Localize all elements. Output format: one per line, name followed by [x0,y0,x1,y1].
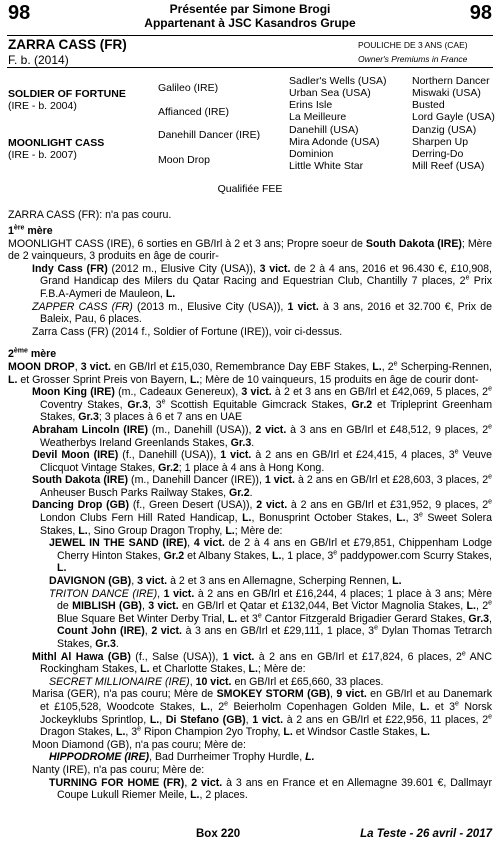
section-heading: 1ère mère [8,224,53,237]
pedigree-gen3: Erins Isle [289,99,333,111]
pedigree-gen4: Mill Reef (USA) [412,160,485,172]
produce-entry: Devil Moon (IRE) (f., Danehill (USA)), 1 vict. à 2 ans en GB/Irl et £24,415, 4 places, 3e Veuve Clicquot Vintage Stakes, Gr.2; 1 place à 4 ans à Hong Kong. [32,448,492,474]
pedigree-gen4: Lord Gayle (USA) [412,111,495,123]
pedigree-gen3: La Meilleure [289,111,347,123]
produce-entry: Nanty (IRE), n'a pas couru; Mère de: [32,763,205,776]
produce-entry: Mithl Al Hawa (GB) (f., Salse (USA)), 1 vict. à 2 ans en GB/Irl et £17,824, 6 places, 2e ANC Rockingham Stakes, L. et Charlotte Stakes, L.; Mère de: [32,650,492,676]
produce-entry: Moon Diamond (GB), n'a pas couru; Mère de: [32,738,246,751]
pedigree-gen4: Derring-Do [412,148,464,160]
pedigree-gen4: Busted [412,99,445,111]
owner-line: Appartenant à JSC Kasandros Grupe [144,16,356,30]
pedigree-gen3: Little White Star [289,160,364,172]
pedigree-gen4: Miswaki (USA) [412,87,481,99]
produce-record [8,225,492,802]
pedigree-gen3: Danehill (USA) [289,124,359,136]
pedigree-gen2: Galileo (IRE) [158,82,219,94]
lot-number-left: 98 [8,2,31,24]
header-divider [7,35,493,36]
pedigree-gen3: Dominion [289,148,334,160]
intro-line: ZARRA CASS (FR): n'a pas couru. [8,209,172,221]
grand-produce-entry: SECRET MILLIONAIRE (IRE), 10 vict. en GB/Irl et £65,660, 33 places. [49,675,384,688]
grand-produce-entry: TRITON DANCE (IRE), 1 vict. à 2 ans en GB/Irl et £16,244, 4 places; 1 place à 3 ans; Mère de MIBLISH (GB), 3 vict. en GB/Irl et Qatar et £132,044, Bet Victor Magnolia Stakes, L., 2e Blue Square Bet Winter Derby Trial, L. et 3e Cantor Fitzgerald Brigadier Gerard Stakes, Gr.3, Count John (IRE), 2 vict. à 3 ans en GB/Irl et £29,111, 1 place, 3e Dylan Thomas Tetrarch Stakes, Gr.3. [49,587,493,650]
pedigree-gen2: Danehill Dancer (IRE) [158,129,261,141]
dam-name: MOONLIGHT CASS [8,137,105,149]
grand-produce-entry: JEWEL IN THE SAND (IRE), 4 vict. de 2 à 4 ans en GB/Irl et £79,851, Chippenham Lodge Cherry Hinton Stakes, Gr.2 et Albany Stakes, L., 1 place, 3e paddypower.com Scurry Stakes, L. [49,537,493,575]
pedigree-gen3: Sadler's Wells (USA) [289,75,387,87]
qualification: Qualifiée FEE [217,183,283,195]
pedigree-gen3: Mira Adonde (USA) [289,136,380,148]
pedigree-gen2: Moon Drop [158,154,210,166]
lot-number-right: 98 [469,2,492,24]
produce-entry: Moon King (IRE) (m., Cadeaux Genereux), 3 vict. à 2 et 3 ans en GB/Irl et £42,069, 5 places, 2e Coventry Stakes, Gr.3, 3e Scottish Equitable Gimcrack Stakes, Gr.2 et Tripleprint Greenham Stakes, Gr.3; 3 places à 6 et 7 ans en UAE [32,385,493,424]
produce-entry: Dancing Drop (GB) (f., Green Desert (USA)), 2 vict. à 2 ans en GB/Irl et £31,952, 9 places, 2e London Clubs Fern Hill Rated Handicap, L., Bonusprint October Stakes, L., 3e Sweet Solera Stakes, L., Sino Group Dragon Trophy, L.; Mère de: [32,498,493,537]
pedigree-divider [7,67,493,68]
consignor-line: Présentée par Simone Brogi [169,2,331,16]
produce-entry: Zarra Cass (FR) (2014 f., Soldier of Fortune (IRE)), voir ci-dessus. [32,325,343,338]
box-number: Box 220 [196,828,241,840]
dam-info: (IRE - b. 2007) [8,149,77,161]
sire-name: SOLDIER OF FORTUNE [8,88,126,100]
sale-venue-date: La Teste - 26 avril - 2017 [360,828,492,840]
horse-category: POULICHE DE 3 ANS (CAE) [358,40,468,50]
grand-produce-entry: TURNING FOR HOME (FR), 2 vict. à 3 ans en France et en Allemagne 39.601 €, Dallmayr Coupe Lukull Riemer Meile, L., 2 places. [49,776,492,802]
pedigree-gen4: Danzig (USA) [412,124,477,136]
pedigree-gen4: Sharpen Up [412,136,469,148]
produce-entry: Marisa (GER), n'a pas couru; Mère de SMOKEY STORM (GB), 9 vict. en GB/Irl et au Danemark et £105,528, Woodcote Stakes, L., 2e Beierholm Copenhagen Golden Mile, L. et 3e Norsk Jockeyklubs Sprintlop, L., Di Stefano (GB), 1 vict. à 2 ans en GB/Irl et £22,956, 11 places, 2e Dragon Stakes, L., 3e Ripon Champion 2yo Trophy, L. et Windsor Castle Stakes, L. [32,688,492,739]
grand-produce-entry: HIPPODROME (IRE), Bad Durrheimer Trophy Hurdle, L. [49,751,315,764]
sire-info: (IRE - b. 2004) [8,100,77,112]
produce-entry: Indy Cass (FR) (2012 m., Elusive City (USA)), 3 vict. de 2 à 4 ans, 2016 et 96.430 €, £10,908, Grand Handicap des Milers du Qatar Racing and Equestrian Club, Chantilly 7 places, 2e Prix F.B.A-Aymeri de Mauleon, L. [32,262,493,300]
dam-summary: MOONLIGHT CASS (IRE), 6 sorties en GB/Irl à 2 et 3 ans; Propre soeur de South Dakota (IRE); Mère de 2 vainqueurs, 3 produits en âge de courir- [8,237,492,263]
produce-entry: South Dakota (IRE) (m., Danehill Dancer (IRE)), 1 vict. à 2 ans en GB/Irl et £28,603, 3 places, 2e Anheuser Busch Parks Railway Stakes, Gr.2. [32,473,492,499]
grand-produce-entry: DAVIGNON (GB), 3 vict. à 2 et 3 ans en Allemagne, Scherping Rennen, L. [49,575,402,588]
pedigree-gen2: Affianced (IRE) [158,106,230,118]
pedigree-gen4: Northern Dancer [412,75,490,87]
pedigree-gen3: Urban Sea (USA) [289,87,371,99]
owner-premium: Owner's Premiums in France [358,54,468,64]
produce-entry: ZAPPER CASS (FR) (2013 m., Elusive City (USA)), 1 vict. à 3 ans, 2016 et 32.700 €, Prix de Baleix, Pau, 6 places. [32,300,492,326]
dam-summary: MOON DROP, 3 vict. en GB/Irl et £15,030, Remembrance Day EBF Stakes, L., 2e Scherping-Rennen, L. et Grosser Sprint Preis von Bayern, L.; Mère de 10 vainqueurs, 15 produits en âge de courir dont- [8,360,492,386]
horse-details: F. b. (2014) [8,53,69,67]
section-heading: 2ème mère [8,347,57,361]
produce-entry: Abraham Lincoln (IRE) (m., Danehill (USA)), 2 vict. à 3 ans en GB/Irl et £48,512, 9 places, 2e Weatherbys Ireland Greenlands Stakes, Gr.3. [32,423,492,449]
horse-name: ZARRA CASS (FR) [8,37,127,52]
